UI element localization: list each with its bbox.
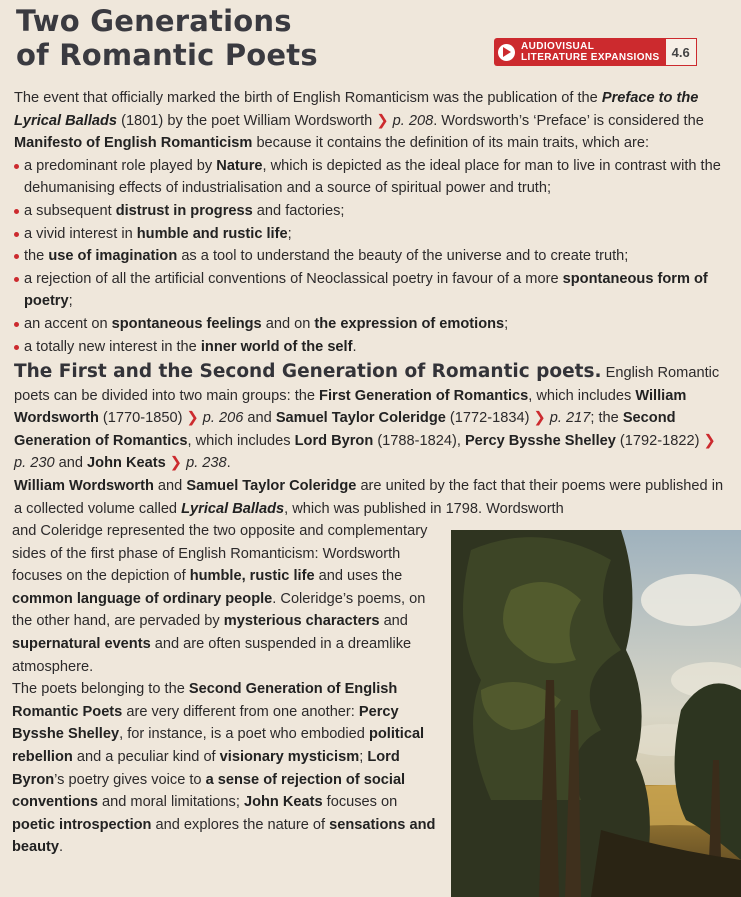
page-reference[interactable]: p. 230 bbox=[14, 455, 55, 472]
list-item: a subsequent distrust in progress and factories; bbox=[14, 200, 729, 223]
generations-paragraph: The First and the Second Generation of Romantic poets. English Romantic poets can be divided into two main groups: the First Generation of Romantics, which includes William Wordsworth (1770-1850) ❯ p. 206 and Samuel Taylor Coleridge (1772-1834) ❯ p. 217; the Second Generation of Romantics, which includes Lord Byron (1788-1824), Percy Bysshe Shelley (1792-1822) ❯ p. 230 and John Keats ❯ p. 238. bbox=[14, 361, 720, 472]
landscape-painting bbox=[451, 530, 741, 897]
page-ref-arrow-icon: ❯ bbox=[533, 410, 546, 427]
emphasis: Manifesto of English Romanticism bbox=[14, 135, 253, 152]
page-title bbox=[16, 4, 318, 72]
list-item: the use of imagination as a tool to understand the beauty of the universe and to create truth; bbox=[14, 245, 729, 268]
list-item: a totally new interest in the inner world of the self. bbox=[14, 336, 729, 359]
list-item: a vivid interest in humble and rustic life; bbox=[14, 223, 729, 246]
list-item: a predominant role played by Nature, which is depicted as the ideal place for man to live in contrast with the dehumanising effects of industrialisation and a source of spiritual power and truth; bbox=[14, 155, 729, 200]
list-item: an accent on spontaneous feelings and on the expression of emotions; bbox=[14, 313, 729, 336]
play-icon[interactable] bbox=[498, 44, 515, 61]
page-ref-arrow-icon: ❯ bbox=[186, 410, 199, 427]
badge-number: 4.6 bbox=[666, 38, 697, 66]
preface-title: Preface to the Lyrical Ballads bbox=[14, 90, 699, 129]
text: The event that officially marked the birth of English Romanticism was the publication of the bbox=[14, 90, 602, 106]
audiovisual-badge[interactable] bbox=[494, 38, 697, 66]
lower-column-text bbox=[12, 520, 437, 859]
title-line-2: of Romantic Poets bbox=[16, 38, 318, 72]
traits-list bbox=[14, 155, 729, 358]
section-heading: The First and the Second Generation of Romantic poets. bbox=[14, 361, 602, 382]
page-reference[interactable]: p. 238 bbox=[186, 455, 227, 472]
text: (1801) by the poet William Wordsworth bbox=[117, 112, 377, 129]
badge-line-2: LITERATURE EXPANSIONS bbox=[521, 52, 660, 63]
page-reference[interactable]: p. 217 bbox=[549, 410, 591, 427]
page-reference[interactable]: p. 208 bbox=[392, 112, 434, 129]
comparison-paragraph: and Coleridge represented the two opposite and complementary sides of the first phase of English Romanticism: Wordsworth focuses on the depiction of humble, rustic life and uses the common language of ordinary people. Coleridge’s poems, on the other hand, are pervaded by mysterious characters and supernatural events and are often suspended in a dreamlike atmosphere. bbox=[12, 523, 428, 675]
title-line-1: Two Generations bbox=[16, 4, 292, 38]
badge-line-1: AUDIOVISUAL bbox=[521, 41, 595, 52]
page-ref-arrow-icon: ❯ bbox=[376, 112, 389, 129]
page-reference[interactable]: p. 206 bbox=[202, 410, 244, 427]
audiovisual-badge-label[interactable] bbox=[494, 38, 666, 66]
intro-paragraph bbox=[14, 87, 729, 155]
generations-section bbox=[14, 361, 729, 520]
page-ref-arrow-icon: ❯ bbox=[703, 432, 716, 449]
intro-section bbox=[14, 87, 729, 358]
list-item: a rejection of all the artificial conventions of Neoclassical poetry in favour of a more spontaneous form of poetry; bbox=[14, 268, 729, 313]
lyrical-ballads-paragraph: William Wordsworth and Samuel Taylor Coleridge are united by the fact that their poems were published in a collected volume called Lyrical Ballads, which was published in 1798. Wordsworth bbox=[14, 477, 724, 517]
text: . Wordsworth’s ‘Preface’ is considered the bbox=[433, 112, 704, 129]
landscape-painting-image bbox=[451, 530, 741, 897]
second-generation-paragraph: The poets belonging to the Second Generation of English Romantic Poets are very different from one another: Percy Bysshe Shelley, for instance, is a poet who embodied political rebellion and a peculiar kind of visionary mysticism; Lord Byron’s poetry gives voice to a sense of rejection of social conventions and moral limitations; John Keats focuses on poetic introspection and explores the nature of sensations and beauty. bbox=[12, 681, 436, 856]
badge-text bbox=[521, 41, 660, 63]
page-ref-arrow-icon: ❯ bbox=[169, 455, 183, 472]
text: because it contains the definition of its main traits, which are: bbox=[252, 135, 650, 152]
